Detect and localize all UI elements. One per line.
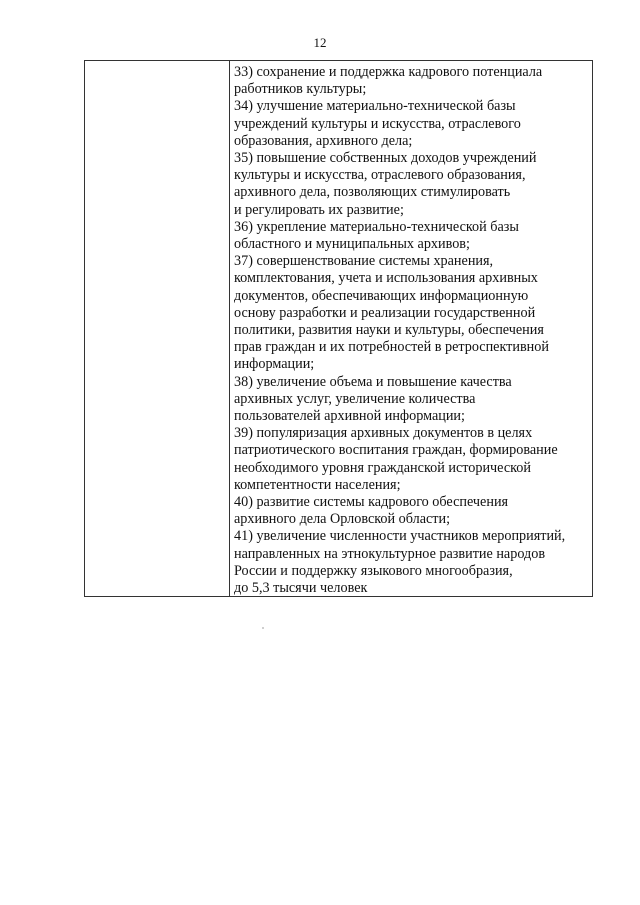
- list-item-line: 34) улучшение материально-технической базы: [234, 98, 516, 115]
- right-text-cell: [230, 61, 592, 596]
- list-item-line: прав граждан и их потребностей в ретроспективной: [234, 339, 549, 356]
- list-item-line: областного и муниципальных архивов;: [234, 236, 470, 253]
- list-item-line: 38) увеличение объема и повышение качества: [234, 373, 512, 390]
- list-item-line: 40) развитие системы кадрового обеспечения: [234, 494, 509, 511]
- list-item-line: образования, архивного дела;: [234, 132, 413, 149]
- list-item-line: необходимого уровня гражданской исторической: [234, 459, 531, 476]
- list-item-line: и регулировать их развитие;: [234, 201, 404, 218]
- list-item: [234, 425, 588, 494]
- list-item-line: 36) укрепление материально-технической базы: [234, 218, 519, 235]
- list-item-line: работников культуры;: [234, 81, 367, 98]
- content-table: [84, 60, 593, 597]
- list-item-line: до 5,3 тысячи человек: [234, 580, 368, 597]
- list-item-line: культуры и искусства, отраслевого образования,: [234, 167, 526, 184]
- list-item-line: России и поддержку языкового многообразия,: [234, 562, 513, 579]
- list-item-line: архивных услуг, увеличение количества: [234, 390, 476, 407]
- list-item: [234, 494, 588, 528]
- list-item: [234, 528, 588, 597]
- list-item-line: учреждений культуры и искусства, отраслевого: [234, 115, 521, 132]
- list-item-line: направленных на этнокультурное развитие народов: [234, 545, 546, 562]
- list-item-line: 37) совершенствование системы хранения,: [234, 253, 494, 270]
- list-item: [234, 64, 588, 98]
- list-item-line: компетентности населения;: [234, 476, 401, 493]
- list-item-line: 35) повышение собственных доходов учреждений: [234, 150, 537, 167]
- list-item: [234, 150, 588, 219]
- list-item: [234, 219, 588, 253]
- left-empty-cell: [85, 61, 230, 596]
- list-item-line: архивного дела, позволяющих стимулировать: [234, 184, 511, 201]
- list-item-line: основу разработки и реализации государственной: [234, 304, 536, 321]
- list-item-line: архивного дела Орловской области;: [234, 511, 451, 528]
- list-item-line: 41) увеличение численности участников мероприятий,: [234, 528, 566, 545]
- page-number: 12: [313, 35, 327, 50]
- list-item-line: документов, обеспечивающих информационную: [234, 287, 529, 304]
- scan-speck: [262, 627, 264, 629]
- list-item: [234, 374, 588, 426]
- list-item-line: информации;: [234, 356, 315, 373]
- list-item-line: пользователей архивной информации;: [234, 408, 465, 425]
- list-item: [234, 253, 588, 373]
- list-item-line: 39) популяризация архивных документов в целях: [234, 425, 533, 442]
- list-item: [234, 98, 588, 150]
- list-item-line: комплектования, учета и использования архивных: [234, 270, 538, 287]
- list-item-line: патриотического воспитания граждан, формирование: [234, 442, 558, 459]
- list-item-line: политики, развития науки и культуры, обеспечения: [234, 322, 544, 339]
- list-item-line: 33) сохранение и поддержка кадрового потенциала: [234, 64, 543, 80]
